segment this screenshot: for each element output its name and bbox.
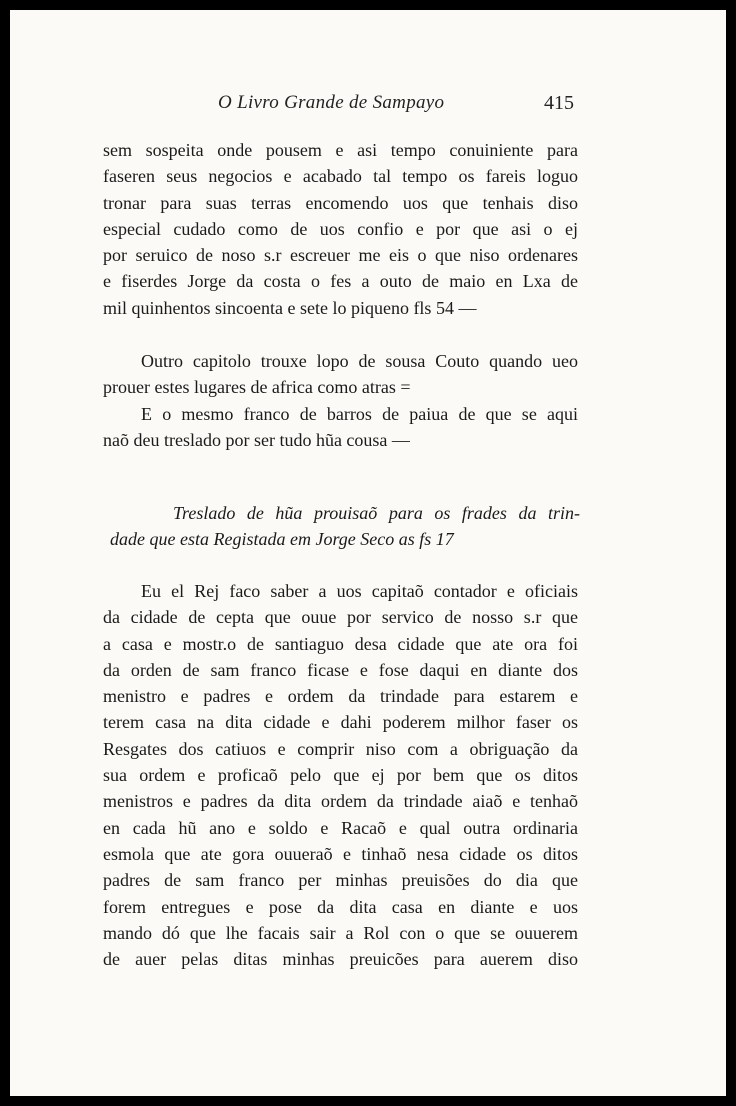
running-title: O Livro Grande de Sampayo — [218, 92, 445, 113]
heading-line: Treslado de hũa prouisaõ para os frades da trin- — [173, 503, 580, 523]
text-line: de auer pelas ditas minhas preuicões para auerem diso — [103, 949, 578, 970]
text-line: mil quinhentos sincoenta e sete lo piqueno fls 54 — — [103, 297, 477, 318]
text-line: en cada hũ ano e soldo e Racaõ e qual outra ordinaria — [103, 817, 578, 838]
paragraph-decree — [103, 578, 578, 972]
text-line: menistros e padres da dita ordem da trindade aiaõ e tenhaõ — [103, 791, 578, 812]
text-line: Outro capitolo trouxe lopo de sousa Couto quando ueo — [141, 351, 578, 371]
text-line: e fiserdes Jorge da costa o fes a outo de maio en Lxa de — [103, 271, 578, 292]
section-heading — [110, 500, 580, 553]
text-line: sua ordem e proficaõ pelo que ej por bem que os ditos — [103, 765, 578, 786]
text-line: Resgates dos catiuos e comprir niso com a obriguação da — [103, 738, 578, 759]
heading-line: dade que esta Registada em Jorge Seco as fs 17 — [110, 529, 454, 550]
text-line: esmola que ate gora ouueraõ e tinhaõ nesa cidade os ditos — [103, 843, 578, 864]
text-line: tronar para suas terras encomendo uos que tenhais diso — [103, 192, 578, 213]
text-line: prouer estes lugares de africa como atras = — [103, 377, 411, 398]
text-line: especial cudado como de uos confio e por que asi o ej — [103, 218, 578, 239]
text-line: forem entregues e pose da dita casa en diante e uos — [103, 896, 578, 917]
page-header — [10, 92, 726, 122]
text-line: Eu el Rej faco saber a uos capitaõ contador e oficiais — [141, 581, 578, 601]
text-line: sem sospeita onde pousem e asi tempo conuiniente para — [103, 140, 578, 160]
text-line: por seruico de noso s.r escreuer me eis o que niso ordenares — [103, 245, 578, 266]
text-line: menistro e padres e ordem da trindade para estarem e — [103, 686, 578, 707]
text-line: E o mesmo franco de barros de paiua de que se aqui — [141, 403, 578, 424]
text-line: mando dó que lhe facais sair a Rol con o que se ouuerem — [103, 922, 578, 943]
page-number: 415 — [544, 92, 574, 114]
text-line: da orden de sam franco ficase e fose daqui en diante dos — [103, 659, 578, 680]
text-line: faseren seus negocios e acabado tal tempo os fareis loguo — [103, 166, 578, 187]
text-line: padres de sam franco per minhas preuisões do dia que — [103, 870, 578, 891]
paragraph-outro-capitolo — [103, 348, 578, 453]
text-line: da cidade de cepta que ouue por servico de nosso s.r que — [103, 607, 578, 628]
document-page — [10, 10, 726, 1096]
text-line: a casa e mostr.o de santiaguo desa cidade que ate ora foi — [103, 633, 578, 654]
text-line: terem casa na dita cidade e dahi poderem milhor faser os — [103, 712, 578, 733]
paragraph-continuation — [103, 137, 578, 321]
text-line: naõ deu treslado por ser tudo hũa cousa — — [103, 429, 410, 450]
